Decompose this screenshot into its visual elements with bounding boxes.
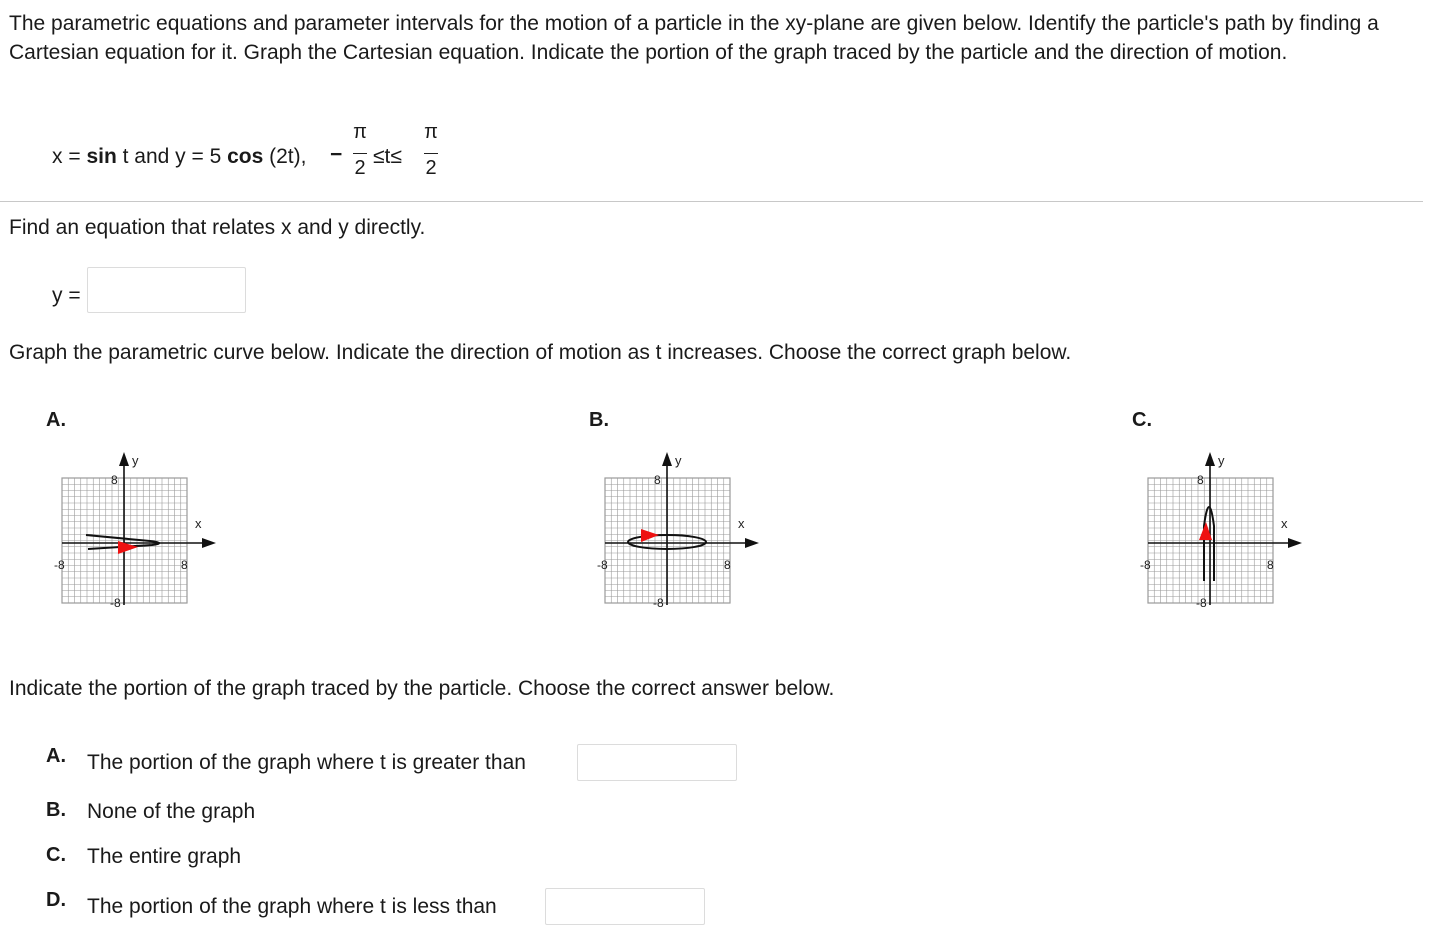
- part2-instruction: Graph the parametric curve below. Indicate the direction of motion as t increases. Choose the correct graph below.: [9, 341, 1072, 364]
- portion-option-d-text[interactable]: The portion of the graph where t is less than: [87, 895, 497, 918]
- graph-option-b-label[interactable]: B.: [589, 409, 609, 431]
- y-axis-label: y: [1218, 453, 1225, 468]
- y-tick-negative: -8: [653, 596, 664, 610]
- y-tick-positive: 8: [654, 473, 661, 487]
- graph-option-c[interactable]: [1136, 448, 1308, 613]
- graph-option-c-label[interactable]: C.: [1132, 409, 1152, 431]
- x-axis-label: x: [738, 516, 745, 531]
- x-axis-arrow: [745, 538, 759, 548]
- x-tick-negative: -8: [54, 558, 65, 572]
- portion-option-a-letter[interactable]: A.: [46, 745, 66, 767]
- portion-option-b-letter[interactable]: B.: [46, 799, 66, 821]
- section-divider: [0, 201, 1423, 202]
- y-answer-input[interactable]: [87, 267, 246, 313]
- y-equals-label: y =: [52, 284, 81, 307]
- portion-option-a-text[interactable]: The portion of the graph where t is greater than: [87, 751, 526, 774]
- x-axis-label: x: [1281, 516, 1288, 531]
- inequality: ≤t≤: [373, 145, 402, 168]
- y-axis-arrow: [1205, 452, 1215, 466]
- y-tick-negative: -8: [110, 596, 121, 610]
- x-tick-positive: 8: [1267, 558, 1274, 572]
- x-tick-positive: 8: [724, 558, 731, 572]
- x-axis-label: x: [195, 516, 202, 531]
- x-axis-arrow: [1288, 538, 1302, 548]
- y-axis-arrow: [662, 452, 672, 466]
- x-tick-positive: 8: [181, 558, 188, 572]
- portion-option-c-letter[interactable]: C.: [46, 844, 66, 866]
- minus-sign: −: [330, 143, 343, 166]
- part3-instruction: Indicate the portion of the graph traced by the particle. Choose the correct answer below.: [9, 677, 835, 700]
- question-prompt: The parametric equations and parameter intervals for the motion of a particle in the xy-plane are given below. Identify the particle's path by finding a Cartesian equation for it. Graph the Cartesian equation. Indicate the portion of the graph traced by the particle and the direction of motion.: [9, 12, 1379, 64]
- y-tick-positive: 8: [1197, 473, 1204, 487]
- part1-instruction: Find an equation that relates x and y directly.: [9, 216, 426, 239]
- y-tick-positive: 8: [111, 473, 118, 487]
- graph-option-b[interactable]: [593, 448, 765, 613]
- x-tick-negative: -8: [597, 558, 608, 572]
- graph-option-a[interactable]: [50, 448, 222, 613]
- portion-option-c-text[interactable]: The entire graph: [87, 845, 242, 868]
- graph-option-a-label[interactable]: A.: [46, 409, 66, 431]
- t-less-than-input[interactable]: [545, 888, 705, 925]
- portion-option-d-letter[interactable]: D.: [46, 889, 66, 911]
- y-axis-arrow: [119, 452, 129, 466]
- equation-text: x = sin t and y = 5 cos (2t),: [52, 145, 307, 168]
- y-tick-negative: -8: [1196, 596, 1207, 610]
- y-axis-label: y: [675, 453, 682, 468]
- y-axis-label: y: [132, 453, 139, 468]
- portion-option-b-text[interactable]: None of the graph: [87, 800, 256, 823]
- t-greater-than-input[interactable]: [577, 744, 737, 781]
- x-axis-arrow: [202, 538, 216, 548]
- x-tick-negative: -8: [1140, 558, 1151, 572]
